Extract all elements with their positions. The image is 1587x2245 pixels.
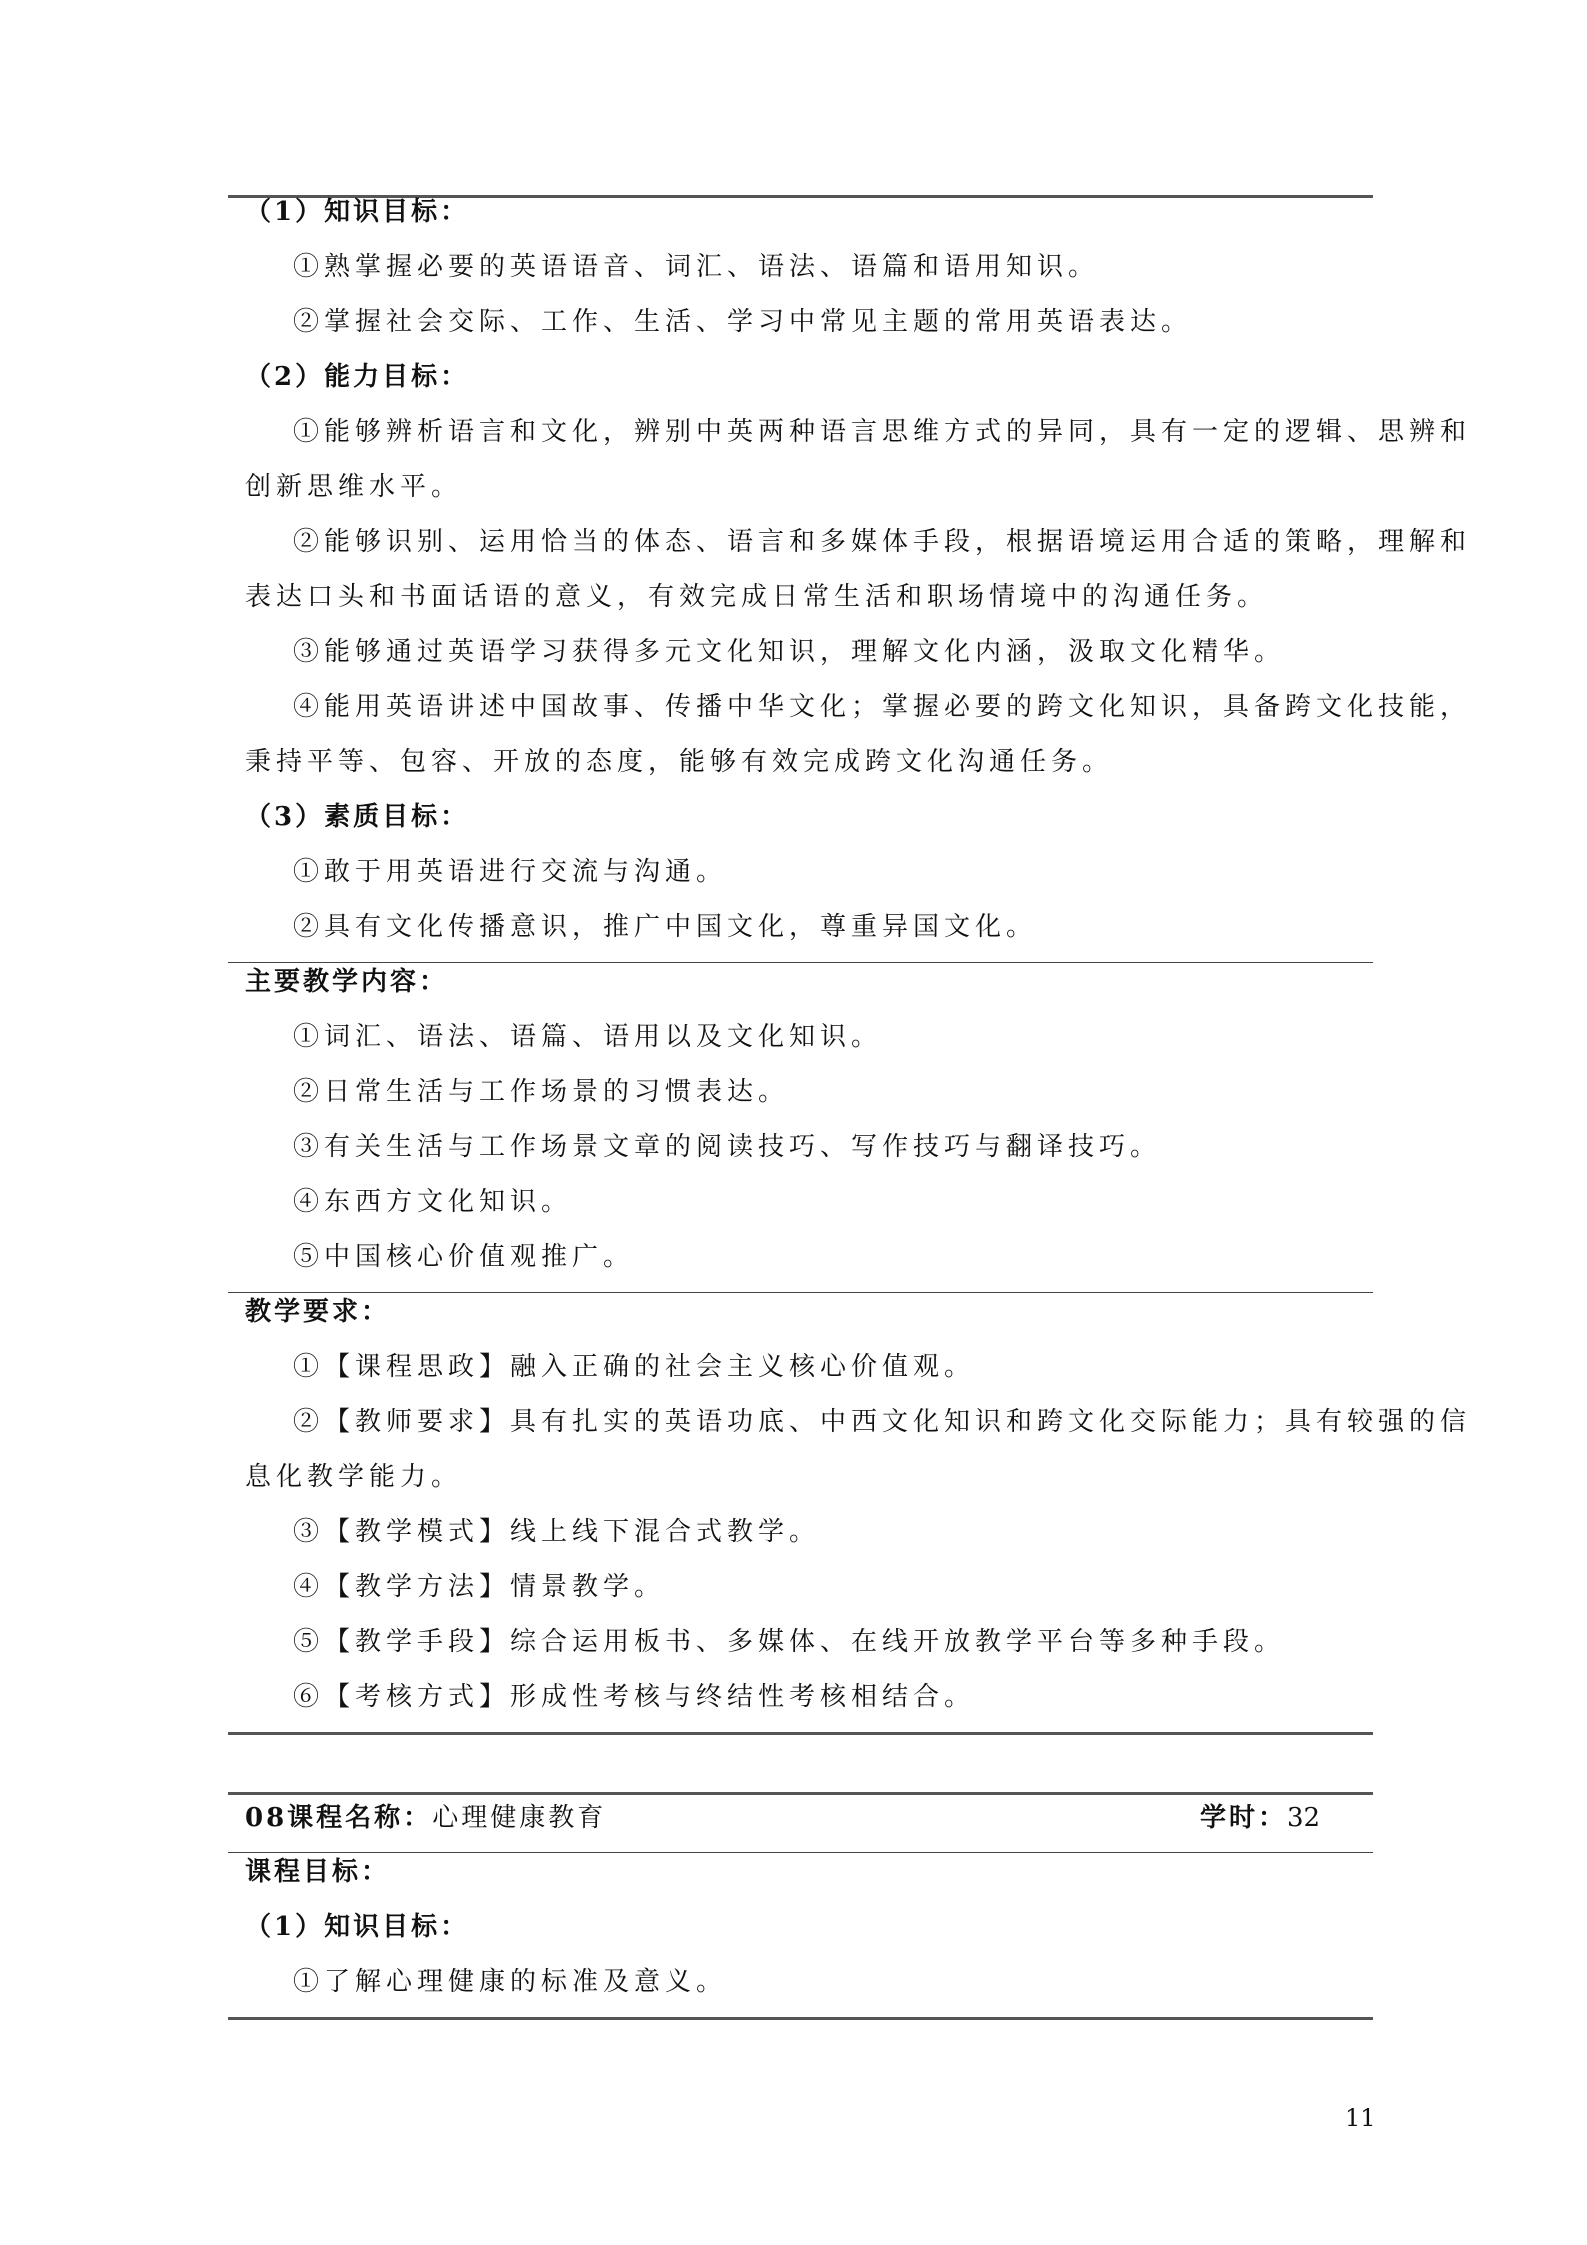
content-item-1: ①词汇、语法、语篇、语用以及文化知识。 xyxy=(293,1022,883,1052)
content-item-2: ②日常生活与工作场景的习惯表达。 xyxy=(293,1077,790,1107)
ability-goals-heading: （2）能力目标： xyxy=(245,362,470,392)
requirement-item-2-line-2: 息化教学能力。 xyxy=(245,1462,463,1492)
course08-title-label: 08课程名称： xyxy=(245,1803,433,1833)
content-item-4: ④东西方文化知识。 xyxy=(293,1187,573,1217)
requirement-item-5: ⑤【教学手段】综合运用板书、多媒体、在线开放教学平台等多种手段。 xyxy=(293,1627,1286,1657)
ability-item-1-line-2: 创新思维水平。 xyxy=(245,472,463,502)
course08-hours-value: 32 xyxy=(1287,1803,1321,1833)
course08-goals-heading: 课程目标： xyxy=(245,1857,391,1887)
ability-item-2-line-1: ②能够识别、运用恰当的体态、语言和多媒体手段，根据语境运用合适的策略，理解和 xyxy=(293,527,1472,557)
requirement-item-6: ⑥【考核方式】形成性考核与终结性考核相结合。 xyxy=(293,1682,976,1712)
course08-knowledge-item-1: ①了解心理健康的标准及意义。 xyxy=(293,1967,728,1997)
knowledge-item-1: ①熟掌握必要的英语语音、词汇、语法、语篇和语用知识。 xyxy=(293,252,1100,282)
ability-item-1-line-1: ①能够辨析语言和文化，辨别中英两种语言思维方式的异同，具有一定的逻辑、思辨和 xyxy=(293,417,1472,447)
quality-goals-heading: （3）素质目标： xyxy=(245,802,470,832)
ability-item-2-line-2: 表达口头和书面话语的意义，有效完成日常生活和职场情境中的沟通任务。 xyxy=(245,582,1269,612)
course08-knowledge-heading: （1）知识目标： xyxy=(245,1912,470,1942)
content-item-3: ③有关生活与工作场景文章的阅读技巧、写作技巧与翻译技巧。 xyxy=(293,1132,1162,1162)
knowledge-goals-heading: （1）知识目标： xyxy=(245,197,470,227)
section-divider-content xyxy=(228,962,1373,963)
page-number: 11 xyxy=(1345,2104,1376,2132)
course08-hours-label: 学时： xyxy=(1200,1803,1288,1833)
course08-title xyxy=(245,1801,606,1835)
course08-top-rule xyxy=(228,1792,1373,1795)
requirement-item-2-line-1: ②【教师要求】具有扎实的英语功底、中西文化知识和跨文化交际能力；具有较强的信 xyxy=(293,1407,1472,1437)
quality-item-2: ②具有文化传播意识，推广中国文化，尊重异国文化。 xyxy=(293,912,1038,942)
course08-title-value: 心理健康教育 xyxy=(432,1803,607,1833)
course08-bottom-rule xyxy=(228,2017,1373,2020)
ability-item-3: ③能够通过英语学习获得多元文化知识，理解文化内涵，汲取文化精华。 xyxy=(293,637,1286,667)
content-item-5: ⑤中国核心价值观推广。 xyxy=(293,1242,635,1272)
table-bottom-rule xyxy=(228,1732,1373,1735)
course08-header-divider xyxy=(228,1852,1373,1853)
section-divider-requirements xyxy=(228,1292,1373,1293)
requirement-item-3: ③【教学模式】线上线下混合式教学。 xyxy=(293,1517,821,1547)
main-content-heading: 主要教学内容： xyxy=(245,967,449,997)
requirements-heading: 教学要求： xyxy=(245,1297,391,1327)
quality-item-1: ①敢于用英语进行交流与沟通。 xyxy=(293,857,728,887)
ability-item-4-line-2: 秉持平等、包容、开放的态度，能够有效完成跨文化沟通任务。 xyxy=(245,747,1114,777)
requirement-item-4: ④【教学方法】情景教学。 xyxy=(293,1572,666,1602)
ability-item-4-line-1: ④能用英语讲述中国故事、传播中华文化；掌握必要的跨文化知识，具备跨文化技能， xyxy=(293,692,1472,722)
knowledge-item-2: ②掌握社会交际、工作、生活、学习中常见主题的常用英语表达。 xyxy=(293,307,1193,337)
requirement-item-1: ①【课程思政】融入正确的社会主义核心价值观。 xyxy=(293,1352,976,1382)
course08-hours xyxy=(1200,1801,1320,1835)
